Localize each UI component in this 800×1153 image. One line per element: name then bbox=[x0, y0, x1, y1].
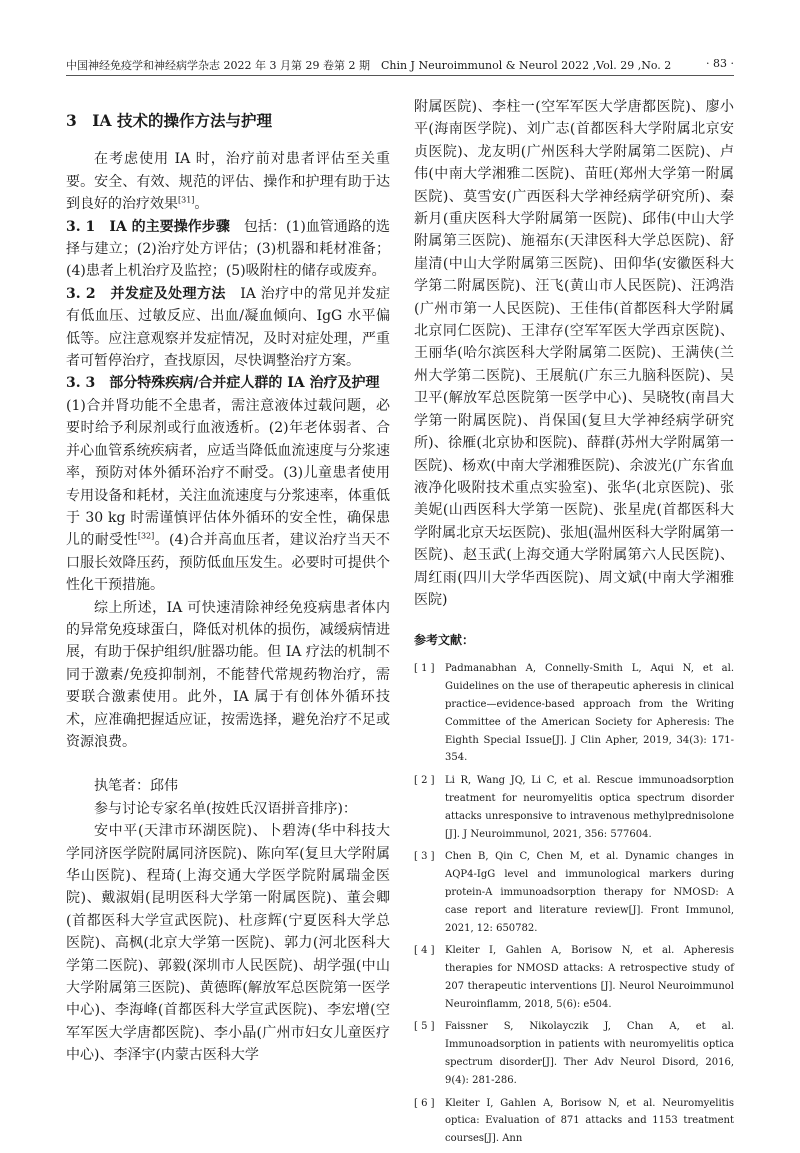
subsection-3-1-heading: 3. 1 IA 的主要操作步骤 bbox=[66, 218, 230, 235]
reference-item bbox=[414, 1095, 734, 1148]
reference-number: [ 3 ] bbox=[414, 851, 435, 863]
reference-text: Kleiter I, Gahlen A, Borisow N, et al. Neuromyelitis optica: Evaluation of 871 attacks and 1153 treatment courses[J]. Ann bbox=[445, 1097, 734, 1145]
experts-list-part-1: 安中平(天津市环湖医院)、卜碧涛(华中科技大学同济医学院附属同济医院)、陈向军(复旦大学附属华山医院)、程琦(上海交通大学医学院附属瑞金医院)、戴淑娟(昆明医科大学第一附属医院)、董会卿(首都医科大学宣武医院)、杜彦辉(宁夏医科大学总医院)、高枫(北京大学第一医院)、郭力(河北医科大学第二医院)、郭毅(深圳市人民医院)、胡学强(中山大学附属第三医院)、黄德晖(解放军总医院第一医学中心)、李海峰(首都医科大学宣武医院)、李宏增(空军军医大学唐都医院)、李小晶(广州市妇女儿童医疗中心)、李泽宇(内蒙古医科大学 bbox=[66, 823, 390, 1064]
experts-heading: 参与讨论专家名单(按姓氏汉语拼音排序)： bbox=[94, 800, 357, 817]
subsection-3-2-heading: 3. 2 并发症及处理方法 bbox=[66, 285, 226, 302]
section-intro: 在考虑使用 IA 时，治疗前对患者评估至关重要。安全、有效、规范的评估、操作和护理有助于达到良好的治疗效果[31]。 bbox=[66, 151, 390, 213]
running-head bbox=[66, 57, 734, 76]
conclusion-paragraph: 综上所述，IA 可快速清除神经免疫病患者体内的异常免疫球蛋白，降低对机体的损伤，减缓病情进展，有助于保护组织/脏器功能。但 IA 疗法的机制不同于激素/免疫抑制剂，不能替代常规药物治疗，需要联合激素使用。此外，IA 属于有创体外循环技术，应准确把握适应证，按需选择，避免治疗不足或资源浪费。 bbox=[66, 599, 390, 750]
reference-text: Chen B, Qin C, Chen M, et al. Dynamic changes in AQP4-IgG level and immunological markers during protein-A immunoadsorption therapy for NMOSD: A case report and literature review[J]. Front Immunol, 2021, 12: 650782. bbox=[445, 851, 734, 934]
right-column bbox=[414, 96, 734, 1153]
reference-number: [ 1 ] bbox=[414, 663, 435, 675]
references-heading: 参考文献： bbox=[414, 633, 475, 648]
reference-item bbox=[414, 772, 734, 843]
left-column bbox=[66, 96, 394, 1067]
reference-item bbox=[414, 660, 734, 767]
journal-citation: 中国神经免疫学和神经病学杂志 2022 年 3 月第 29 卷第 2 期 Chin J Neuroimmunol & Neurol 2022 ,Vol. 29 ,No. 2 bbox=[66, 59, 672, 72]
reference-text: Li R, Wang JQ, Li C, et al. Rescue immunoadsorption treatment for neuromyelitis optica spectrum disorder attacks unresponsive to intravenous methylprednisolone [J]. J Neuroimmunol, 2021, 356: 577604. bbox=[445, 775, 734, 840]
reference-item bbox=[414, 1018, 734, 1089]
reference-text: Kleiter I, Gahlen A, Borisow N, et al. Apheresis therapies for NMOSD attacks: A retrospective study of 207 therapeutic interventions [J]. Neurol Neuroimmunol Neuroinflamm, 2018, 5(6): e504. bbox=[445, 945, 734, 1010]
reference-item bbox=[414, 942, 734, 1013]
subsection-3-2: 3. 2 并发症及处理方法 IA 治疗中的常见并发症有低血压、过敏反应、出血/凝血倾向、IgG 水平偏低等。应注意观察并发症情况，及时对症处理，严重者可暂停治疗，查找原因，尽快调整治疗方案。 bbox=[66, 285, 391, 370]
citation-32: [32] bbox=[137, 531, 155, 541]
author-line: 执笔者：邱伟 bbox=[94, 778, 178, 795]
reference-number: [ 4 ] bbox=[414, 945, 435, 957]
subsection-3-1: 3. 1 IA 的主要操作步骤 包括：(1)血管通路的选择与建立；(2)治疗处方评估；(3)机器和耗材准备；(4)患者上机治疗及监控；(5)吸附柱的储存或废弃。 bbox=[66, 218, 390, 280]
reference-number: [ 6 ] bbox=[414, 1097, 435, 1109]
reference-number: [ 5 ] bbox=[414, 1021, 435, 1033]
reference-text: Padmanabhan A, Connelly-Smith L, Aqui N, et al. Guidelines on the use of therapeutic apheresis in clinical practice—evidence-based approach from the Writing Committee of the American Society for Apheresis: The Eighth Special Issue[J]. J Clin Apher, 2019, 34(3): 171-354. bbox=[445, 663, 734, 764]
citation-31: [31] bbox=[178, 195, 195, 205]
reference-number: [ 2 ] bbox=[414, 775, 435, 787]
subsection-3-3: 3. 3 部分特殊疾病/合并症人群的 IA 治疗及护理 (1)合并肾功能不全患者，需注意液体过载问题，必要时给予利尿剂或行血液透析。(2)年老体弱者、合并心血管系统疾病者，应适当降低血流速度与分浆速率，预防对体外循环治疗不耐受。(3)儿童患者使用专用设备和耗材，关注血流速度与分浆速率，体重低于 30 kg 时需谨慎评估体外循环的安全性，确保患儿的耐受性[32]。(4)合并高血压者，建议治疗当天不口服长效降压药，预防低血压发生。必要时可提供个性化干预措施。 bbox=[66, 375, 394, 594]
section-title: 3 IA 技术的操作方法与护理 bbox=[66, 111, 272, 130]
reference-text: Faissner S, Nikolayczik J, Chan A, et al. Immunoadsorption in patients with neuromyelitis optica spectrum disorder[J]. Ther Adv Neurol Disord, 2016, 9(4): 281-286. bbox=[445, 1021, 734, 1086]
subsection-3-3-heading: 3. 3 部分特殊疾病/合并症人群的 IA 治疗及护理 bbox=[66, 375, 380, 392]
experts-list-part-2: 附属医院)、李柱一(空军军医大学唐都医院)、廖小平(海南医学院)、刘广志(首都医科大学附属北京安贞医院)、龙友明(广州医科大学附属第二医院)、卢伟(中南大学湘雅二医院)、苗旺(郑州大学第一附属医院)、莫雪安(广西医科大学神经病学研究所)、秦新月(重庆医科大学附属第一医院)、邱伟(中山大学附属第三医院)、施福东(天津医科大学总医院)、舒崖清(中山大学附属第三医院)、田仰华(安徽医科大学第二附属医院)、汪飞(黄山市人民医院)、汪鸿浩(广州市第一人民医院)、王佳伟(首都医科大学附属北京同仁医院)、王津存(空军军医大学西京医院)、王丽华(哈尔滨医科大学附属第二医院)、王满侠(兰州大学第二医院)、王展航(广东三九脑科医院)、吴卫平(解放军总医院第一医学中心)、吴晓牧(南昌大学第一附属医院)、肖保国(复旦大学神经病学研究所)、徐雁(北京协和医院)、薛群(苏州大学附属第一医院)、杨欢(中南大学湘雅医院)、余波光(广东省血液净化吸附技术重点实验室)、张华(北京医院)、张美妮(山西医科大学第一医院)、张星虎(首都医科大学附属北京天坛医院)、张旭(温州医科大学附属第一医院)、赵玉武(上海交通大学附属第六人民医院)、周红雨(四川大学华西医院)、周文斌(中南大学湘雅医院) bbox=[414, 99, 734, 608]
reference-item bbox=[414, 848, 734, 937]
page-number: · 83 · bbox=[706, 57, 734, 70]
